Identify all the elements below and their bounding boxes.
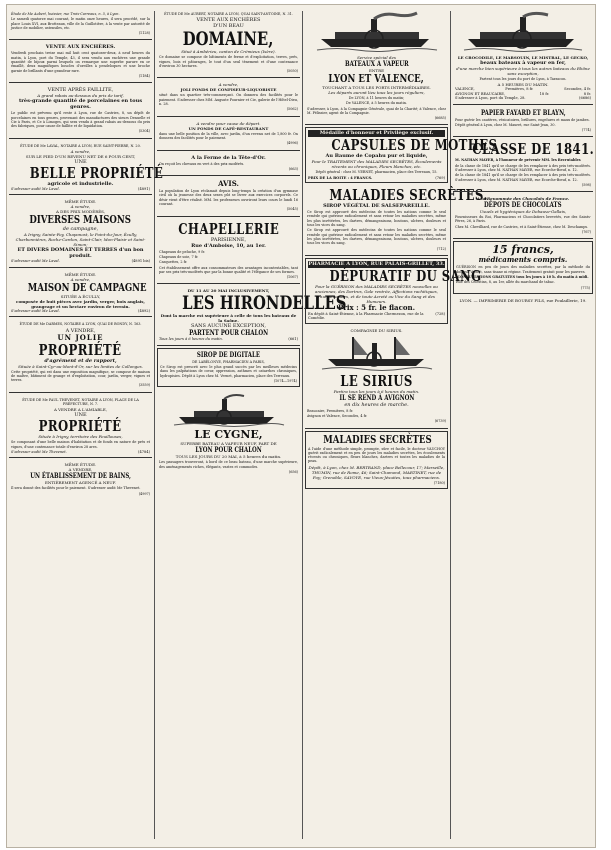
ad-line: DU 11 AU 20 MAI INCLUSIVEMENT, [187,288,270,294]
ad-ref: (1184) [138,73,150,78]
ad-destination: PARTENT POUR CHALON [189,328,268,338]
ad-body: Ce Sirop est approuvé des médecins de toutes les nations comme le seul remède qui guérisse radicalement et sans retour les maladies secrètes, même les plus invétérées, les dartres, démangeaisons, boutons, ulcères, douleurs et tous les vices du sang. [307,210,446,228]
ad-subtitle: Au Baume de Copahu pur et liquide, [325,153,428,160]
ad-title: VENTE AUX ENCHÈRES. [45,44,116,51]
ad-ref: (5050) [286,69,298,74]
ad-ref: (767) [581,230,591,235]
ad-headline: SIROP DE DIGITALE [196,349,261,359]
ad-price: PRIX DE LA BOITE : 4 FRANCS. [308,175,373,180]
ad-subtitle: SIROP VÉGÉTAL DE SALSEPAREILLE. [323,203,430,210]
ad-ref: (3559) [138,383,150,388]
ad-crocodile [453,9,593,105]
ad-title: JOLI FONDS DE CONFISEUR-LIQUORISTE [180,87,277,93]
ad-body: dans une belle position de la ville, avec jardin, d'un revenu net de 1,800 fr. On donnera des facilités pour le paiement. [159,131,298,140]
steamboat-icon [464,13,582,53]
ad-subtitle: D'UN BEAU [213,23,244,30]
ad-headline: CLASSE DE 1841. [472,140,595,159]
ad-heading: ÉTUDE DE Me LAVAL, NOTAIRE A LYON, RUE SAINT-PIERRE, N. 20. [20,143,141,148]
ad-ref: (769) [435,175,445,180]
price-first: Premières, 8 fr. [505,87,534,92]
ad-title: LE CROCODILE, LE MARSOUIN, LE MISTRAL, LE GECKO, [457,55,589,60]
ad-subtitle: A vendre pour cause de départ. [196,120,261,126]
ad-subtitle: SUPERBE BATEAU A VAPEUR NEUF, PART DE [180,441,277,447]
ad-time: en dix heures de marche. [344,401,409,408]
ad-ref: (775) [580,285,590,290]
ad-ref: (661) [288,337,298,342]
ad-heading: Étude de Me Aubert, huissier, rue Trois-Carreaux, n. 5, à Lyon. [11,12,120,16]
ad-headline: 15 francs, [492,243,554,257]
ad-ref: (6686) [579,96,591,101]
ad-location: Situé à Ambérieu, canton de Crémieux (Isère). [181,49,276,55]
ad-headline: PROPRIÉTÉ [39,417,122,436]
ad-body: de la classe de 1841 qu'il se charge de les remplacer à des prix très-modérés. S'adresser à Lyon, chez M. NATHAN MAYER, rue Ecorche-Bœuf, n. 12. [455,163,591,172]
ad-headline: MALADIES SECRÈTES. [329,186,488,205]
ad-address: S'adresser audit Me Thevenet. [11,449,67,454]
price-line: Avignon et Valence, Secondes, 4 fr. [307,413,368,418]
ad-band: PHARMACIE A LYON, RUE PALAIS-GRILLET, 33. [308,260,445,267]
ad-ref: (4996) [286,141,298,146]
steamboat-icon [174,393,284,427]
price-line: Beaucaire, Premières, 8 fr. [307,408,354,413]
ad-title: VENTE AUX ENCHÈRES [196,17,261,24]
ad-ref: (656) [288,469,298,474]
ad-heading: ÉTUDE DE Me AUBERT, NOTAIRE A LYON, QUAI SAINT-ANTOINE, N. 31. [164,12,293,16]
ad-headline: BELLE PROPRIÉTÉ [29,164,164,183]
ad-jolie-propriete [9,319,152,392]
ad-aubert-sale [9,9,152,40]
ad-title: VENTE APRÈS FAILLITE, [47,87,114,94]
column-rule [450,11,451,839]
column-4 [453,9,593,841]
ad-address: S'adresser audit Me Laval. [11,187,60,192]
ad-sirop-digitale [157,348,300,387]
ad-body-cont: de la classe de 1841 qu'il se charge de les remplacer à des prix très-modérés. S'adresser à Lyon, chez M. NATHAN MAYER, rue Ecorche-Bœuf, n. 12. [455,173,591,182]
ad-subtitle: A vendre, [218,82,239,88]
ad-headline: DÉPURATIF DU SANG [329,266,482,285]
ad-address: S'adresser audit Me Laval. [11,259,60,264]
ad-body: situé dans un quartier très-commerçant. On donnera des facilités pour le paiement. S'adresser chez MM. Auguste Fournier et Cie, galerie de l'Hôtel-Dieu, n. 28. [159,93,298,107]
ad-subtitle: A la Renommée des Chocolats de France. [476,196,570,202]
ad-body: Fournisseurs du Roi, Pharmaciens et Chocolatiers brevetés, rue des Saints-Pères, 26, à Paris. [455,215,591,224]
ad-places: A Irigny, Sainte-Foy, Chaponost, le Point-du-Jour, Écully, Charbonnières, Roche-Cardon, Saint-Clair, Mon-Plaisir et Saint-Simon; [15,232,146,248]
ad-body: Cet établissement offre aux consommateurs des avantages incontestables, tant par ses prix très-modérés que par la bonne qualité et l'élégance de ses formes. [159,265,298,274]
ad-title: A la Ferme de la Tête-d'Or. [191,154,266,161]
ad-body: A l'aide d'une méthode simple, prompte, sûre et facile, le docteur VAUCHOY guérit radicalement et en peu de jours les maladies secrètes, les écoulements récents ou chroniques, fleurs blanches, dartres et toutes les maladies de la peau. [308,446,445,464]
ad-hours: CONSULTATIONS GRATUITES tous les jours à 10 h. du matin à midi. [457,274,589,279]
ad-headline: DOMAINE, [183,28,274,51]
column-1 [9,9,164,841]
ad-departures: Partent tous les jours du port de Lyon, à Tarascon. [479,77,567,81]
ad-line: SUR LE PIED D'UN REVENU NET DE 6 POUR CENT, [25,154,136,160]
ad-subtitle: DE LABÉLONYE, PHARMACIEN A PARIS, [192,359,265,364]
ad-subtitle: A VENDRE, [68,467,93,473]
ad-heading: MÊME ÉTUDE. [64,271,97,277]
ad-ref: (663) [288,166,298,171]
ad-ref: (774) [581,128,591,133]
ad-body: Cette propriété, qui est dans une exposition magnifique, se compose de maison de maître, bâtiment de grange et d'exploitation, cour, jardin, verger, vignes et terres. [11,369,150,383]
ad-address: Rue d'Amboise, 10, au 1er. [191,242,266,249]
ad-ferme [157,153,300,177]
price-second: Secondes, 4 fr. [564,87,591,92]
price-destination: AVIGNON ET BEAUCAIRE, [455,91,505,96]
ad-headline: LYON ET VALENCE, [328,72,425,85]
ad-ref: (7180) [433,480,445,485]
ad-depot: Dépôt général à Lyon, chez M. Mauret, rue Saint-Jean, 30. [455,122,556,127]
ad-time: Tous les jours à 6 heures du matin. [159,337,223,342]
newspaper-ad-page [6,4,596,848]
ad-ref: (5045) [286,207,298,212]
ad-time: De LYON, à 11 heures du matin; [348,96,405,100]
ad-location: SITUÉE A ÉCULLY, [60,293,101,299]
ad-departures: Les départs auront lieu tous les jours réguliers, [328,90,425,95]
ad-headline: PROPRIÉTÉ [39,340,122,359]
ad-heading: ÉTUDE DE Me DARMES, NOTAIRE A LYON, QUAI DE BONDY, N. 163. [19,322,142,327]
ad-sirius [305,326,448,429]
ad-body: Se composant d'une belle maison d'habitation et de fonds en nature de prés et vignes, d'une contenance totale d'environ 28 ares. [11,440,150,449]
ad-maison-campagne [9,270,152,317]
price-line: Chapeaux de peluche, 9 fr. [159,249,205,254]
ad-heading: MÊME ÉTUDE. [64,462,97,468]
ad-address: S'adresser audit Me Laval. [11,308,60,313]
ad-body: Pour la GUÉRISON des MALADIES SECRÈTES nouvelles ou anciennes, des Dartres, Gale rentrée, Affections rachitiques, rhumatismales, et de toute Acreté ou Vice du Sang et des Humeurs. [315,283,438,304]
ad-subtitle: A grand rabais au-dessous du prix de tarif, [37,93,124,99]
ad-ref: (4891) [138,187,150,192]
ad-subtitle: PARISIENNE, [210,236,247,243]
ad-address: Dépôt, à Lyon, chez M. BERTRAND, place Bellecour, 17; Marseille, THUMIN, rue de Rome, 46; Saint-Chamond, MARTINET, rue de Foy; Grenoble, SAVOYE, rue Vieux-Jésuites, tous pharmaciens. [308,464,445,480]
ad-address: S'adresser, à Lyon, à la Compagnie Générale, quai de la Charité; à Valence, chez M. Pélissier, agent de la Compagnie. [307,106,446,115]
ad-avis-gymnase [157,178,300,216]
ad-ref: (1067) [286,275,298,280]
ad-maisons [9,197,152,267]
ad-body: On reçoit les chevaux en vert à des prix modérés. [159,161,245,166]
ad-headline: très-grande quantité de porcelaines en tous genres. [18,98,143,111]
ad-body: Pour guérir les cautères, vésicatoires, brûlures, engelures et maux de jambes. [455,117,590,122]
ad-kind: de campagne, [62,226,99,233]
ad-depuratif [305,258,482,324]
ad-address: S'adresser à Lyon, port du Temple, 28. [455,96,526,101]
printer-imprint: LYON. — IMPRIMERIE DE BOURSY FILS, rue Poulaillerie, 19. [459,297,587,303]
ad-entre: ENTRE [368,68,385,73]
ad-subtitle: médicaments compris. [478,255,568,265]
ad-ref: (1128) [138,31,150,36]
price-line: Casquettes, 2 fr. [159,260,188,265]
ad-headline: UN ÉTABLISSEMENT DE BAINS, [30,471,131,481]
ad-address: Rue des Célestins, 8, au 1er, allée du marchand de tabac. [456,280,555,285]
ad-body: Il sera donné des facilités pour le paiement. S'adresser audit Me Thevenet. [11,486,141,491]
ad-ref: (6739) [434,419,446,424]
ad-ref: (1074—1974) [273,379,297,384]
ad-belle-propriete [9,141,164,196]
ad-ref: (5062) [286,107,298,112]
ad-subtitle: TOUCHANT A TOUS LES PORTS INTERMÉDIAIRES. [322,85,431,90]
ad-confiseur [157,80,300,116]
ad-le-cygne [157,389,300,478]
column-rule [302,11,303,839]
ad-body: La population de Lyon réclamait depuis long-temps la création d'un gymnase civil où la jeunesse des deux sexes pût se livrer aux exercices corporels. Ce désir vient d'être réalisé. MM. les professeurs ouvriront leurs cours le lundi 16 courant. [159,189,298,207]
ad-subtitle: A VENDRE, [65,327,96,334]
ad-kind: agricole et industrielle. [47,181,114,188]
ad-headline: LYON POUR CHALON [195,445,262,455]
ad-headline: PAPIER FAYARD ET BLAYN, [480,107,566,117]
ad-body: composée de huit pièces avec jardin, verger, bois anglais, grangeage et un hectare environ de terrain. [16,298,145,309]
ad-ref: (712) [436,246,446,251]
ad-body: Les passagers trouveront, à bord de ce beau bateau, d'une marche supérieure, des aménagements riches, élégants, vastes et commodes. [159,460,298,469]
ad-name: M. NATHAN MAYER, à l'honneur de prévenir MM. les Recrutables [455,158,581,163]
price-second: 8 fr. [583,91,591,96]
ad-papier-fayard [453,107,593,138]
ad-body-cont: Ce Sirop est approuvé des médecins de toutes les nations comme le seul remède qui guérisse radicalement et sans retour les maladies secrètes, même les plus invétérées, les dartres, démangeaisons, boutons, ulcères, douleurs et tous les vices du sang. [307,228,446,246]
ad-headline: CAPSULES DE MOTHES [331,136,498,155]
ad-location: Située à Irigny, territoire des Feuillouses, [38,434,123,440]
ad-ref: (4997) [138,491,150,496]
ad-cafe [157,119,300,151]
ad-chocolats [453,194,593,239]
ad-maladies-vauchoy [305,431,448,489]
steamboat-icon [317,13,437,53]
ad-destination: IL SE REND À AVIGNON [339,392,414,402]
ad-company: COMPAGNIE DU SIRIUS. [350,327,403,333]
ad-price: Prix : 5 fr. le flacon. [337,302,416,312]
ad-capsules-mothes [305,127,498,183]
ad-salsepareille [305,185,488,256]
ad-body: Le samedi quatorze mai courant, le matin onze heures, il sera procédé, sur la place Louis XVI, aux Brotteaux, ville de la Guillotière, à la vente par autorité de justice de mobilier, ustensiles, etc. [11,17,150,30]
ad-band: Médaille d'honneur et Privilège exclusif. [308,130,445,137]
ad-headline: LE SIRIUS [340,371,413,390]
ad-porcelain [9,85,152,138]
ad-15-francs [453,241,593,293]
ad-exception: SANS AUCUNE EXCEPTION, [191,323,266,330]
ad-ref: (728) [435,311,445,316]
ad-article: UNE [74,159,87,166]
ad-hirondelles [157,286,347,345]
ad-depot: En dépôt à Saint-Étienne, à la Pharmacie Chermezon, rue de la Comédie. [308,311,424,321]
ad-ref: (5304) [138,129,150,134]
ad-headline: MAISON DE CAMPAGNE [27,280,147,294]
ad-body: Vendredi prochain treize mai mil huit cent quatorze-deux, à neuf heures du matin, à Lyon, port du Temple, 43, il sera vendu aux enchères une grande quantité de bijoux parmi lesquels on remarque une superbe parure en or émaillé, deux magnifiques boucles d'oreilles à pendeloques et une broche garnie de brillants d'une grandeur rare. [11,51,150,73]
ad-headline: CHAPELLERIE [178,219,279,238]
ad-ref: (6685) [434,116,446,121]
ad-body: Ce Sirop est prescrit avec le plus grand succès par les meilleurs médecins dans les palpitations de cœur, oppression, asthmes et catarrhes chroniques, hydropisies. Dépôt à Lyon chez M. Vernet, pharmacien, place des Terreaux. [160,365,297,378]
ad-heading: ÉTUDE DE Me PAUL THEVENET, NOTAIRE A LYON, PLACE DE LA PRÉFECTURE, N. 7. [22,397,139,407]
ad-title: LE CYGNE, [194,428,263,442]
ad-lyon-valence [305,9,448,125]
ad-location: ENTIÈREMENT AGENCÉ A NEUF. [44,480,117,486]
ad-headline: DIVERSES MAISONS [29,213,132,227]
steamboat-icon [322,335,432,371]
ad-auction-jewels [9,42,152,83]
ad-title: UN FONDS DE CAFÉ-RESTAURANT [188,125,269,131]
ad-article: UNE [74,412,87,419]
ad-classe-1841 [453,139,593,192]
ad-title: BATEAUX A VAPEUR [344,59,409,68]
ad-bains [9,460,152,500]
ad-body: Ce domaine se compose de bâtiments de ferme et d'exploitation, terres, prés, vignes, bois et pâturages, le tout d'un seul tènement et d'une contenance d'environ 30 hectares. [159,55,298,68]
ad-ref: (4891 bis) [131,259,150,264]
ad-depot: Chez M. Chevilliard, rue de Castries, et à Saint-Étienne, chez M. Deschamps. [455,224,589,229]
ad-subtitle: A vendre, [70,276,91,282]
ad-heading: MÊME ÉTUDE. [64,199,97,205]
price-destination: VALENCE, [455,87,475,92]
ad-service: Service spécial des [357,55,396,60]
ad-chapellerie [157,219,300,285]
ad-irigny [9,395,152,459]
ad-more: ET DIVERS DOMAINES ET TERRES d'un bon produit. [17,247,144,260]
ad-line: A DES PRIX MODÉRÉS, [55,209,105,215]
ad-subtitle: A vendre, [70,204,91,210]
ad-headline: DÉPOTS DE CHOCOLATS [484,200,562,210]
column-rule [154,11,155,839]
ad-location: Située à Saint-Cyr-au-Mont-d'Or, sur les limites de Collonges. [18,363,143,369]
price-line: Chapeaux de soie, 7 fr. [159,254,199,259]
ad-time: TOUS LES JOURS DU 20 MAI, à 5 heures du matin. [175,454,282,460]
ad-time: De VALENCE, à 5 heures du matin. [346,101,407,106]
ad-body: GUÉRISON en peu de jours des maladies secrètes, par la méthode du docteur Vernet, sans tisane ni régime. Traitement gratuit pour les pauvres. [456,265,590,274]
ad-depot: Dépôt général : chez M. VERNET, pharmacien, place des Terreaux, 15. [315,170,438,175]
ad-ref: (598) [581,182,591,187]
ad-subtitle: A VENDRE A L'AMIABLE, [53,407,108,413]
ad-body: Le public est prévenu qu'il reste à Lyon, rue de Castries, 8, un dépôt de porcelaines en tous genres, provenant des manufactures des sieurs Denuelle et Cie à Paris, et Ce à Limoges, qui sera vendu à grand rabais au-dessous du prix des fabriques, pour cause de faillite et de liquidation. [11,111,150,129]
ad-hours: A 5 HEURES DU MATIN. [497,82,549,88]
ad-title: AVIS. [218,179,239,189]
ad-headline: MALADIES SECRÈTES [323,432,432,446]
ad-kind: d'agrément et de rapport, [44,357,117,364]
ad-headline: LES HIRONDELLES [182,292,347,315]
ad-domaine [157,9,300,78]
ad-kind: Usuels et hygiéniques de Debauve-Gallais, [479,209,567,215]
ad-ref: (4784) [138,449,150,454]
ad-ref: (4892) [138,308,150,313]
ad-use: Pour le TRAITEMENT des MALADIES SECRÈTES, Écoulements récents ou chroniques, Fleurs blanches, etc. [311,159,442,170]
ad-fancy: UN JOLIE [57,332,104,342]
ad-subtitle: Dont la marche est supérieure à celle de tous les bateaux de la Saône. [160,313,297,324]
ad-subtitle: Partira tous les jours à 6 heures du matin. [333,388,420,394]
ad-subtitle: beaux bateaux à vapeur en fer, [480,60,566,66]
ad-subtitle: A vendre, [70,149,91,155]
price-first: 18 fr. [539,91,550,96]
ad-body: d'une marche bien supérieure à tous les autres bateaux du Rhône sans exception, [456,66,590,76]
